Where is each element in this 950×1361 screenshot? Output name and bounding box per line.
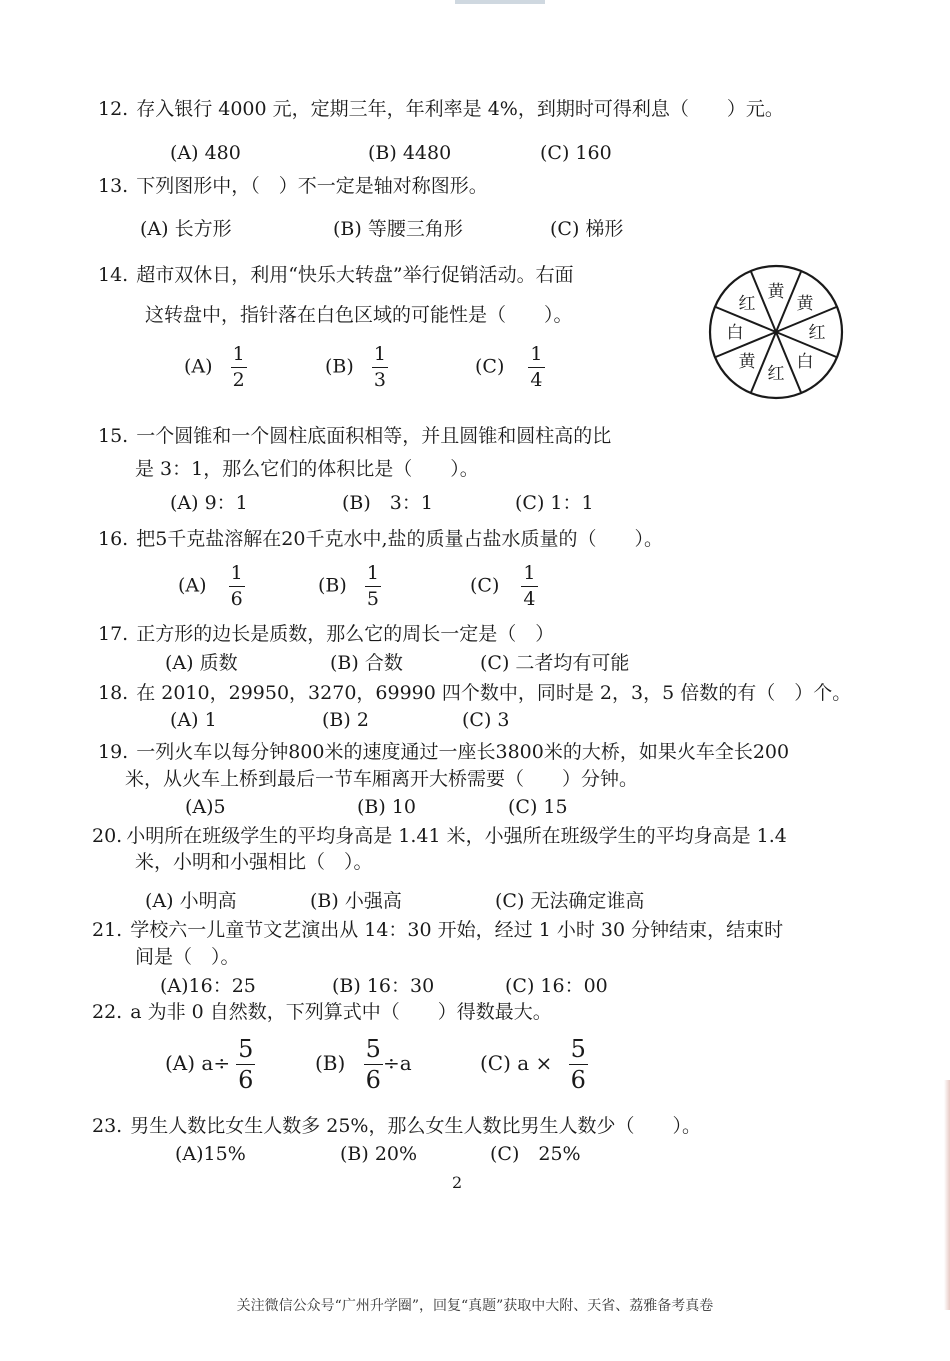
question-20-line-2: 米，小明和小强相比（ ）。 [135,851,373,873]
question-19 [98,740,789,764]
option-c[interactable]: (C) 15 [508,796,568,818]
question-19-line-2: 米，从火车上桥到最后一节车厢离开大桥需要（ ）分钟。 [125,768,639,790]
option-a[interactable]: (A) a÷ $\frac{5}{6}$ [165,1035,254,1094]
option-b[interactable]: (B) $\frac{1}{5}$ [318,562,379,610]
question-21 [92,918,783,942]
question-text: 把5千克盐溶解在20千克水中,盐的质量占盐水质量的（ ）。 [136,528,664,550]
question-number: 22. [92,1001,123,1023]
option-b[interactable]: (B) 3：1 [342,492,433,514]
option-c[interactable]: (C) 3 [462,709,510,731]
option-a[interactable]: (A) 长方形 [140,218,232,240]
question-number: 23. [92,1115,123,1137]
question-12 [98,97,784,121]
fraction: $\frac{1}{6}$ [230,562,243,610]
question-22 [92,1000,552,1024]
scan-mark [455,0,545,4]
fraction: $\frac{5}{6}$ [570,1035,586,1094]
option-b[interactable]: (B) 等腰三角形 [333,218,463,240]
question-text: 一列火车以每分钟800米的速度通过一座长3800米的大桥，如果火车全长200 [136,741,790,763]
option-b[interactable]: (B) 16：30 [332,975,435,997]
question-15-line-2: 是 3：1，那么它们的体积比是（ ）。 [135,458,479,480]
wheel-sector-label: 黄 [767,282,785,302]
option-b[interactable]: (B) 20% [340,1143,418,1165]
wheel-sector-label: 白 [796,352,814,372]
option-a[interactable]: (A) 质数 [165,652,238,674]
fraction: $\frac{5}{6}$ [365,1035,381,1094]
option-c[interactable]: (C) 16：00 [505,975,608,997]
option-c[interactable]: (C) 160 [540,142,612,164]
scan-edge [944,1080,950,1310]
option-b[interactable]: (B) 2 [322,709,369,731]
option-a[interactable]: (A)16：25 [160,975,256,997]
spinner-wheel-diagram [706,262,846,402]
question-number: 18. [98,682,129,704]
option-a[interactable]: (A) 1 [170,709,217,731]
question-number: 21. [92,919,123,941]
question-text: 正方形的边长是质数，那么它的周长一定是（ ） [136,623,555,645]
footer-note: 关注微信公众号“广州升学圈”，回复“真题”获取中大附、天省、荔雅备考真卷 [236,1298,714,1314]
question-number: 19. [98,741,129,763]
option-a[interactable]: (A) $\frac{1}{6}$ [178,562,243,610]
fraction: $\frac{5}{6}$ [238,1035,254,1094]
question-number: 20. [92,825,123,847]
question-16 [98,527,663,551]
question-text: 超市双休日，利用“快乐大转盘”举行促销活动。右面 [136,264,574,286]
option-a[interactable]: (A)5 [185,796,226,818]
option-b[interactable]: (B) $\frac{5}{6}$ ÷a [315,1035,412,1094]
option-a[interactable]: (A) 小明高 [145,890,237,912]
option-a[interactable]: (A) $\frac{1}{2}$ [184,343,245,391]
question-number: 12. [98,98,129,120]
option-c[interactable]: (C) a × $\frac{5}{6}$ [480,1035,586,1094]
question-18 [98,681,851,705]
option-b[interactable]: (B) $\frac{1}{3}$ [325,343,386,391]
question-text: 学校六一儿童节文艺演出从 14：30 开始，经过 1 小时 30 分钟结束，结束时 [130,919,784,941]
wheel-sector-label: 红 [767,364,785,384]
fraction: $\frac{1}{3}$ [373,343,386,391]
option-c[interactable]: (C) $\frac{1}{4}$ [470,562,536,610]
wheel-sector-label: 红 [808,323,826,343]
question-21-line-2: 间是（ ）。 [135,946,240,968]
question-number: 16. [98,528,129,550]
wheel-sector-label: 黄 [738,352,756,372]
option-a[interactable]: (A) 480 [170,142,241,164]
question-20 [92,824,787,848]
option-c[interactable]: (C) 无法确定谁高 [495,890,645,912]
wheel-sector-label: 黄 [796,294,814,314]
question-text: a 为非 0 自然数，下列算式中（ ）得数最大。 [130,1001,552,1023]
question-number: 17. [98,623,129,645]
page-number: 2 [452,1173,463,1192]
fraction: $\frac{1}{5}$ [366,562,379,610]
option-b[interactable]: (B) 4480 [368,142,452,164]
option-c[interactable]: (C) $\frac{1}{4}$ [475,343,543,391]
option-a[interactable]: (A) 9：1 [170,492,248,514]
wheel-sector-label: 白 [726,323,744,343]
fraction: $\frac{1}{4}$ [523,562,536,610]
question-number: 14. [98,264,129,286]
question-text: 一个圆锥和一个圆柱底面积相等，并且圆锥和圆柱高的比 [136,425,612,447]
question-text: 小明所在班级学生的平均身高是 1.41 米，小强所在班级学生的平均身高是 1.4 [126,825,787,847]
option-c[interactable]: (C) 25% [490,1143,581,1165]
option-c[interactable]: (C) 1：1 [515,492,594,514]
question-text: 男生人数比女生人数多 25%，那么女生人数比男生人数少（ ）。 [130,1115,701,1137]
question-text: 下列图形中，（ ）不一定是轴对称图形。 [136,175,488,197]
question-14-line-2: 这转盘中，指针落在白色区域的可能性是（ ）。 [145,304,573,326]
question-17 [98,622,554,646]
fraction: $\frac{1}{2}$ [232,343,245,391]
option-b[interactable]: (B) 合数 [330,652,403,674]
question-number: 15. [98,425,129,447]
question-text: 在 2010，29950，3270，69990 四个数中，同时是 2，3，5 倍数的有（ ）个。 [136,682,852,704]
question-13 [98,174,488,198]
question-15 [98,424,611,448]
wheel-sector-label: 红 [738,294,756,314]
option-b[interactable]: (B) 小强高 [310,890,402,912]
question-23 [92,1114,701,1138]
option-b[interactable]: (B) 10 [357,796,417,818]
option-c[interactable]: (C) 二者均有可能 [480,652,630,674]
fraction: $\frac{1}{4}$ [530,343,543,391]
option-c[interactable]: (C) 梯形 [550,218,624,240]
question-14 [98,263,574,287]
question-text: 存入银行 4000 元，定期三年，年利率是 4%，到期时可得利息（ ）元。 [136,98,784,120]
question-number: 13. [98,175,129,197]
option-a[interactable]: (A)15% [175,1143,246,1165]
